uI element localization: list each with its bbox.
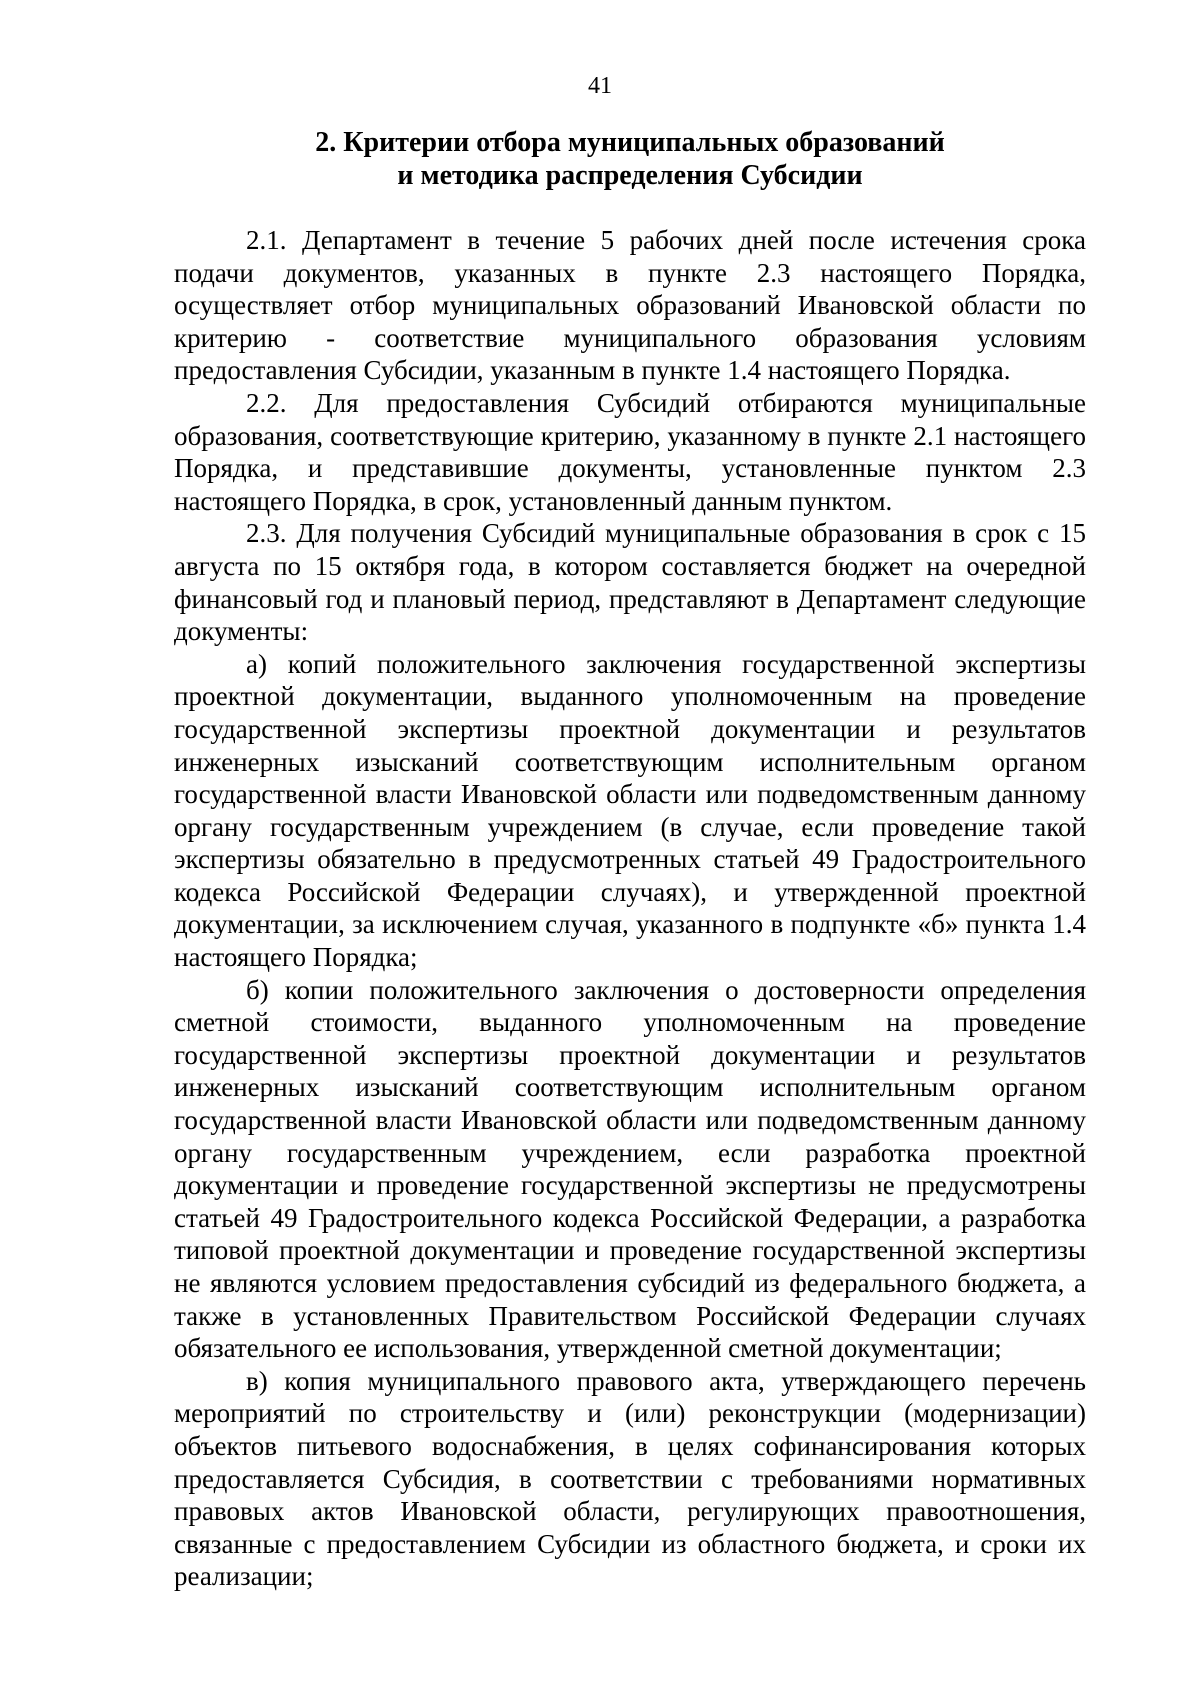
subparagraph-b: б) копии положительного заключения о достоверности определения сметной стоимости, выданного уполномоченным на проведение государственной экспертизы проектной документации и результатов инженерных изысканий соответствующим исполнительным органом государственной власти Ивановской области или подведомственным данному органу государственным учреждением, если разработка проектной документации и проведение государственной экспертизы не предусмотрены статьей 49 Градостроительного кодекса Российской Федерации, а разработка типовой проектной документации и проведение государственной экспертизы не являются условием предоставления субсидий из федерального бюджета, а также в установленных Правительством Российской Федерации случаях обязательного ее использования, утвержденной сметной документации; — [174, 974, 1086, 1364]
section-heading — [170, 126, 1090, 192]
section-heading-line-2: и методика распределения Субсидии — [397, 160, 863, 191]
paragraph-2-3: 2.3. Для получения Субсидий муниципальные образования в срок с 15 августа по 15 октября года, в котором составляется бюджет на очередной финансовый год и плановый период, представляют в Департамент следующие документы: — [174, 518, 1086, 647]
page-number: 41 — [588, 73, 612, 99]
subparagraph-a: а) копий положительного заключения государственной экспертизы проектной документации, выданного уполномоченным на проведение государственной экспертизы проектной документации и результатов инженерных изысканий соответствующим исполнительным органом государственной власти Ивановской области или подведомственным данному органу государственным учреждением (в случае, если проведение такой экспертизы обязательно в предусмотренных статьей 49 Градостроительного кодекса Российской Федерации случаях), и утвержденной проектной документации, за исключением случая, указанного в подпункте «б» пункта 1.4 настоящего Порядка; — [174, 648, 1086, 973]
subparagraph-v: в) копия муниципального правового акта, утверждающего перечень мероприятий по строительству и (или) реконструкции (модернизации) объектов питьевого водоснабжения, в целях софинансирования которых предоставляется Субсидия, в соответствии с требованиями нормативных правовых актов Ивановской области, регулирующих правоотношения, связанные с предоставлением Субсидии из областного бюджета, и сроки их реализации; — [174, 1365, 1086, 1592]
document-body — [174, 224, 1086, 1593]
paragraph-2-2: 2.2. Для предоставления Субсидий отбираются муниципальные образования, соответствующие критерию, указанному в пункте 2.1 настоящего Порядка, и представившие документы, установленные пунктом 2.3 настоящего Порядка, в срок, установленный данным пунктом. — [174, 387, 1086, 516]
paragraph-2-1: 2.1. Департамент в течение 5 рабочих дней после истечения срока подачи документов, указанных в пункте 2.3 настоящего Порядка, осуществляет отбор муниципальных образований Ивановской области по критерию - соответствие муниципального образования условиям предоставления Субсидии, указанным в пункте 1.4 настоящего Порядка. — [174, 225, 1086, 386]
section-heading-line-1: 2. Критерии отбора муниципальных образований — [315, 127, 945, 158]
